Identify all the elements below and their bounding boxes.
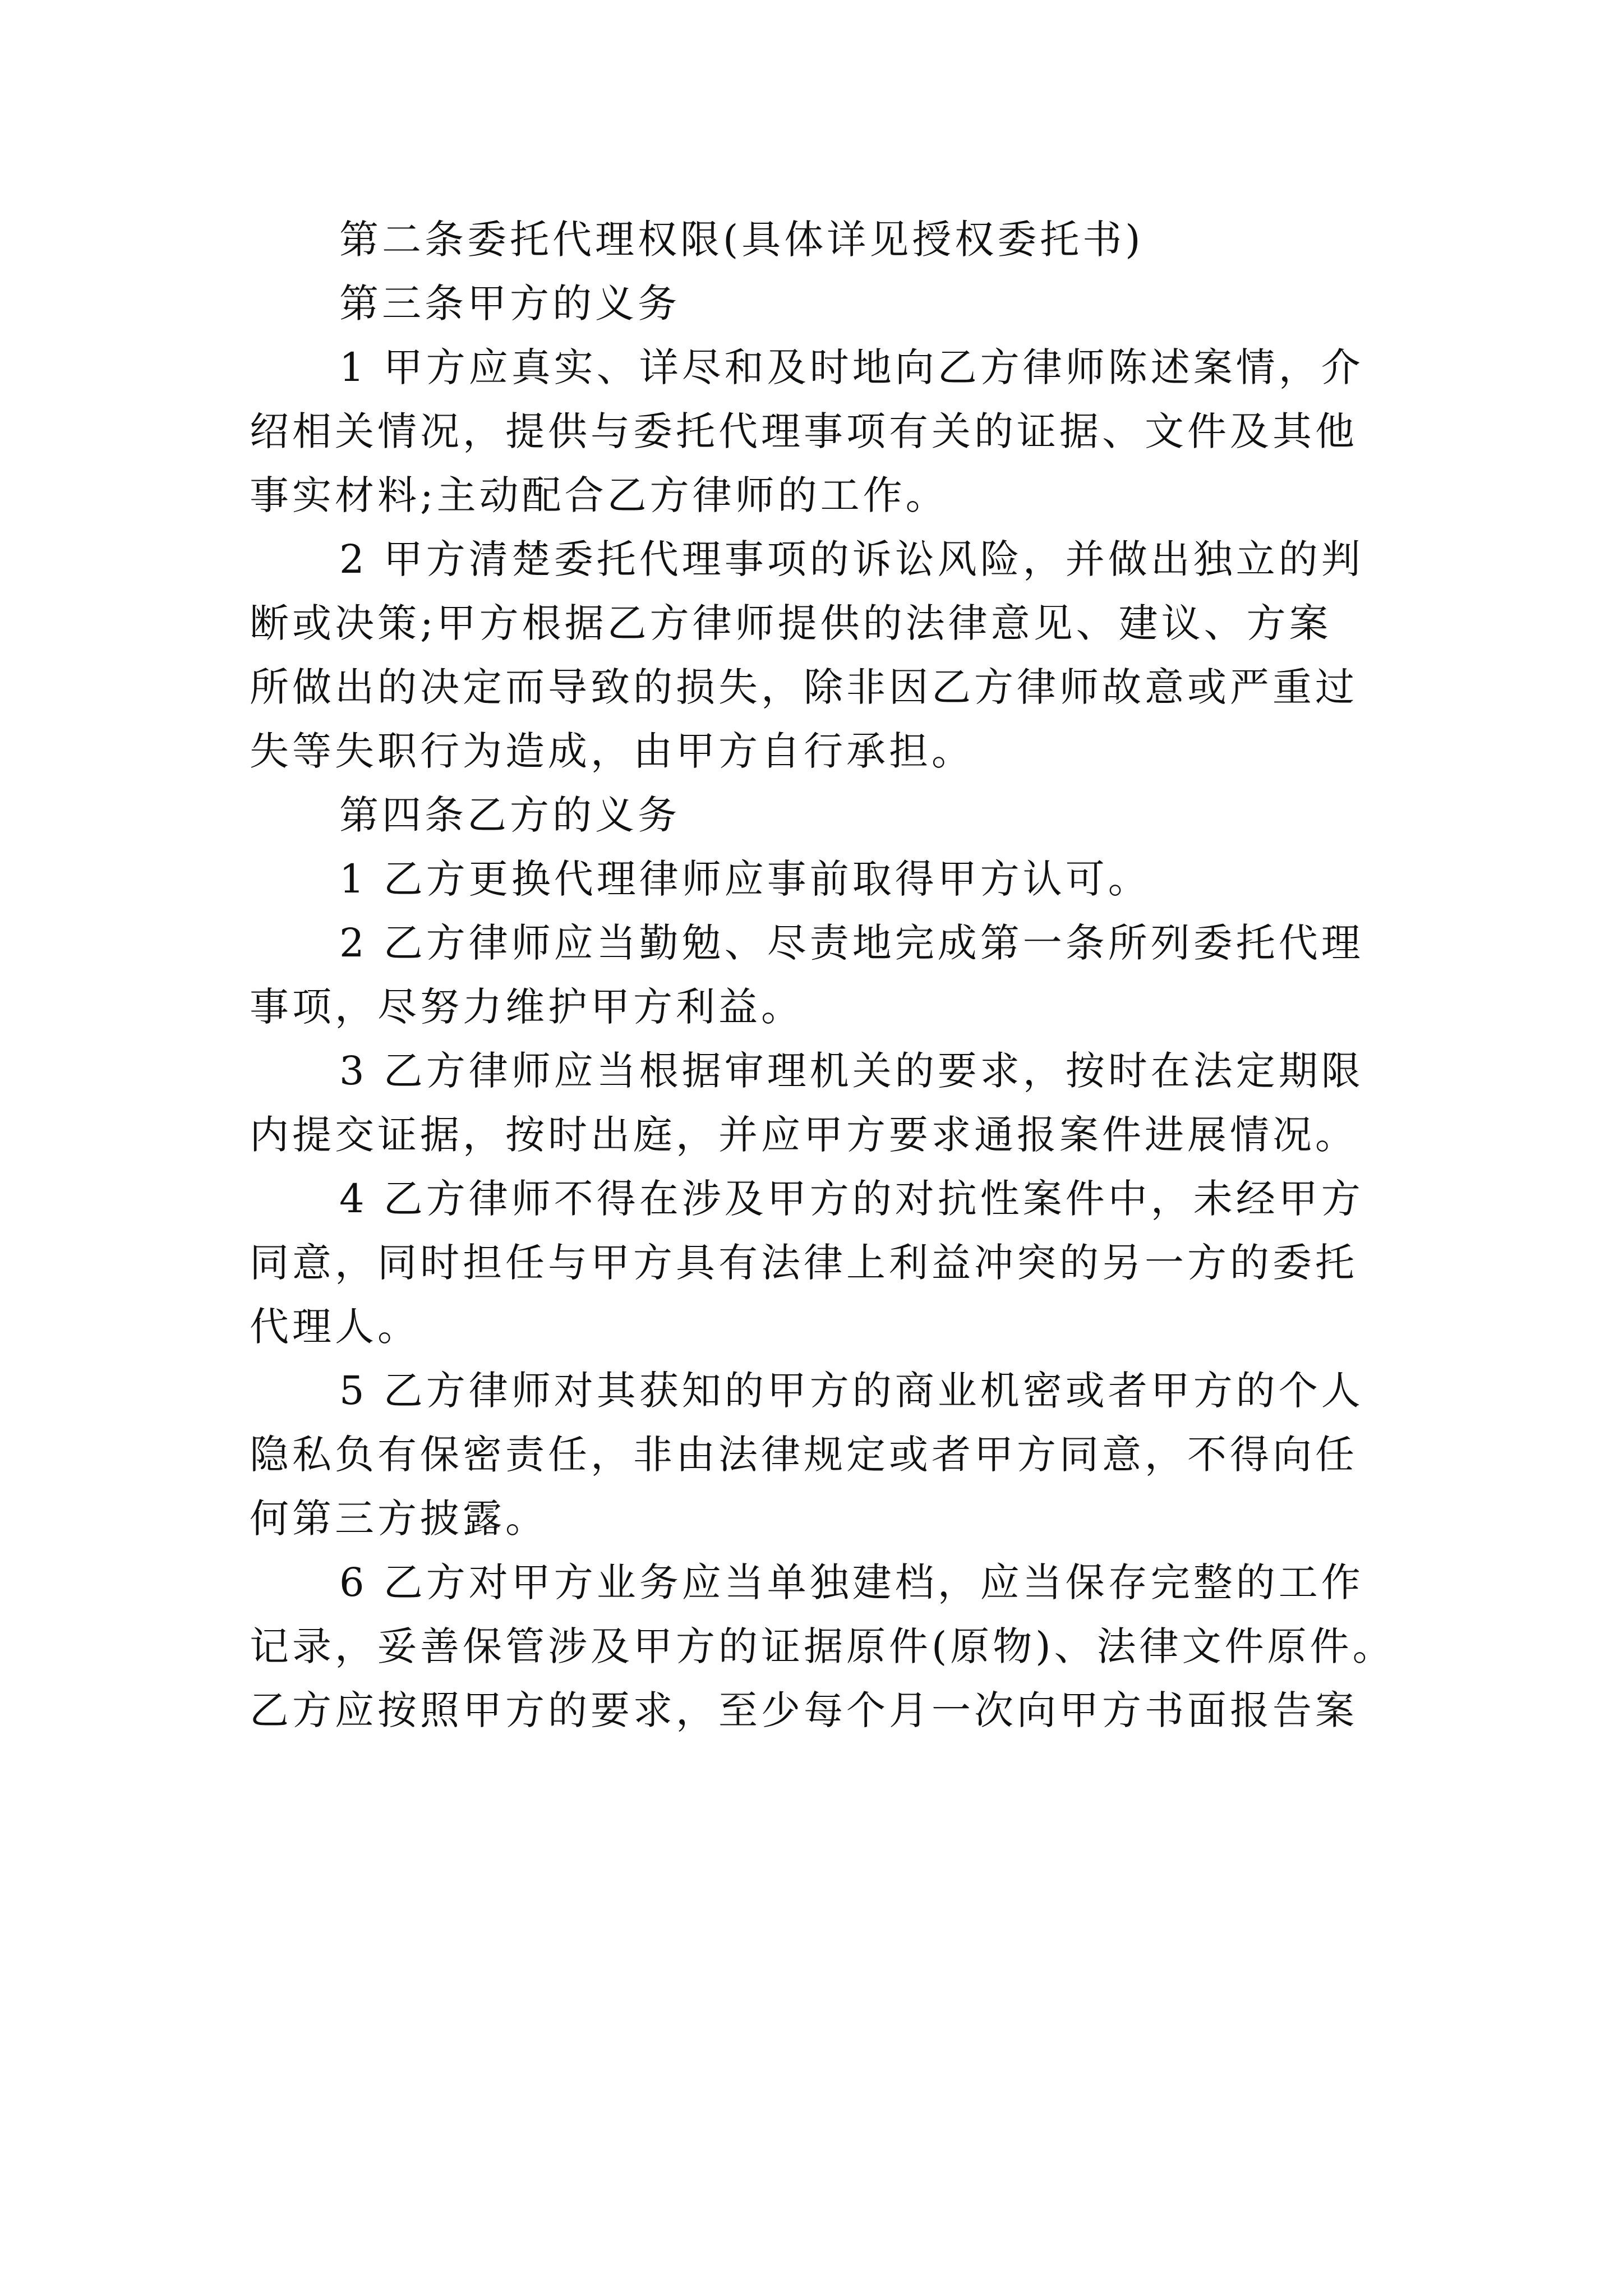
- text-line: 2 乙方律师应当勤勉、尽责地完成第一条所列委托代理: [339, 920, 1364, 966]
- text-line: 6 乙方对甲方业务应当单独建档，应当保存完整的工作: [339, 1559, 1364, 1605]
- paragraph-article-4-item-2: [250, 911, 1377, 1039]
- text-line: 失等失职行为造成，由甲方自行承担。: [250, 728, 974, 774]
- paragraph-article-3-item-1: [250, 335, 1377, 527]
- text-line: 事项，尽努力维护甲方利益。: [250, 984, 804, 1030]
- paragraph-article-3-title: [250, 272, 1377, 335]
- paragraph-article-4-item-6: [250, 1550, 1395, 1742]
- text-line: 1 乙方更换代理律师应事前取得甲方认可。: [339, 856, 1151, 902]
- paragraph-article-4-item-5: [250, 1359, 1377, 1550]
- text-line: 4 乙方律师不得在涉及甲方的对抗性案件中，未经甲方: [339, 1176, 1364, 1222]
- text-line: 1 甲方应真实、详尽和及时地向乙方律师陈述案情，介: [339, 344, 1364, 390]
- text-line: 所做出的决定而导致的损失，除非因乙方律师故意或严重过: [250, 664, 1358, 710]
- text-line: 隐私负有保密责任，非由法律规定或者甲方同意，不得向任: [250, 1432, 1358, 1478]
- paragraph-article-3-item-2: [250, 527, 1377, 783]
- text-line: 第二条委托代理权限(具体详见授权委托书): [339, 217, 1144, 263]
- text-line: 乙方应按照甲方的要求，至少每个月一次向甲方书面报告案: [250, 1687, 1358, 1733]
- paragraph-article-4-item-3: [250, 1039, 1377, 1167]
- text-line: 断或决策;甲方根据乙方律师提供的法律意见、建议、方案: [250, 600, 1332, 646]
- text-line: 同意，同时担任与甲方具有法律上利益冲突的另一方的委托: [250, 1240, 1358, 1286]
- text-line: 内提交证据，按时出庭，并应甲方要求通报案件进展情况。: [250, 1112, 1358, 1158]
- paragraph-article-4-item-4: [250, 1167, 1377, 1359]
- text-line: 第四条乙方的义务: [339, 792, 680, 838]
- text-line: 2 甲方清楚委托代理事项的诉讼风险，并做出独立的判: [339, 536, 1364, 582]
- paragraph-article-4-title: [250, 783, 1377, 847]
- text-line: 事实材料;主动配合乙方律师的工作。: [250, 472, 948, 518]
- text-line: 5 乙方律师对其获知的甲方的商业机密或者甲方的个人: [339, 1368, 1364, 1414]
- text-line: 记录，妥善保管涉及甲方的证据原件(原物)、法律文件原件。: [250, 1623, 1395, 1669]
- document-body: [250, 208, 1395, 1742]
- text-line: 绍相关情况，提供与委托代理事项有关的证据、文件及其他: [250, 408, 1358, 454]
- text-line: 何第三方披露。: [250, 1496, 548, 1542]
- paragraph-article-2-title: [250, 208, 1377, 272]
- text-line: 代理人。: [250, 1304, 420, 1350]
- text-line: 3 乙方律师应当根据审理机关的要求，按时在法定期限: [339, 1048, 1364, 1094]
- text-line: 第三条甲方的义务: [339, 280, 680, 326]
- paragraph-article-4-item-1: [250, 847, 1377, 911]
